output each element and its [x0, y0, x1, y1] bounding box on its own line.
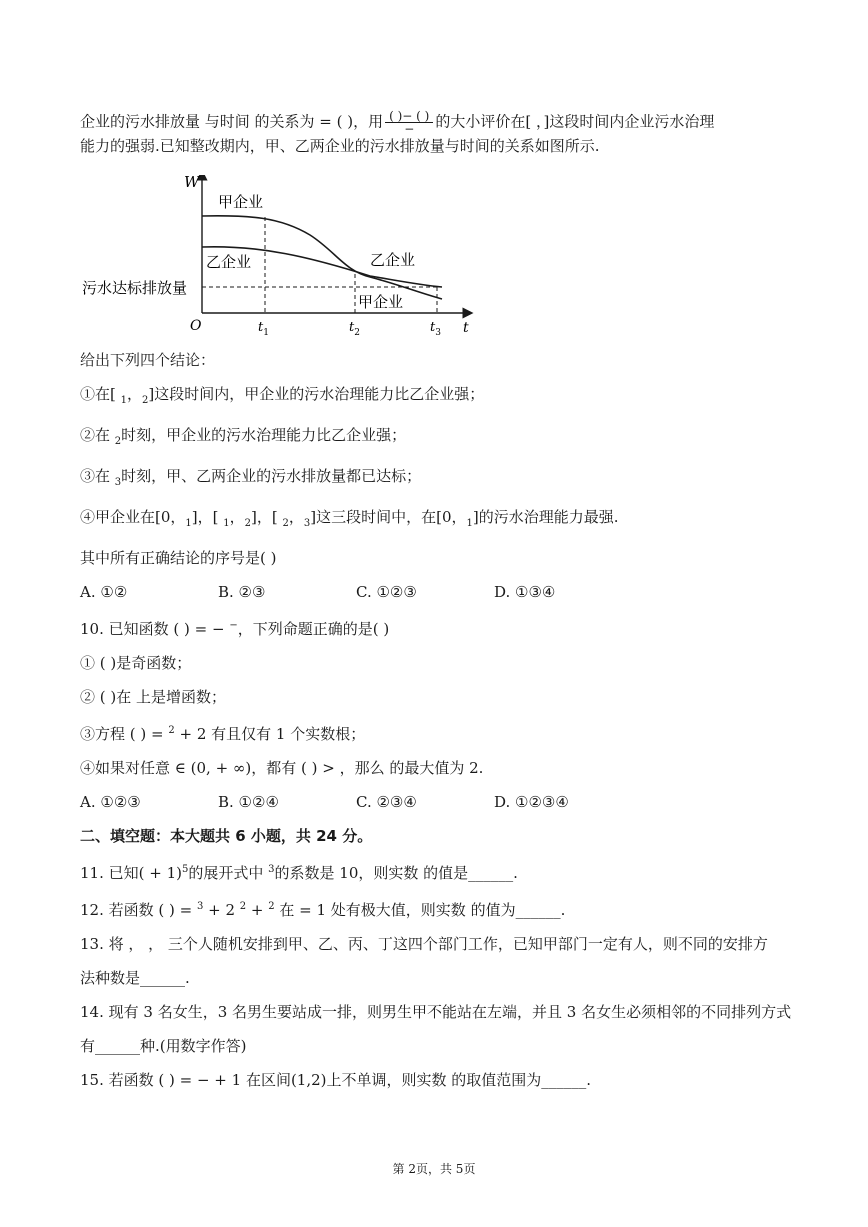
intro-line-2: 能力的强弱.已知整改期内，甲、乙两企业的污水排放量与时间的关系如图所示. [80, 137, 600, 155]
q10-choice-b: B. ①②④ [218, 793, 279, 811]
tick-t3: $t_3$ [430, 320, 441, 335]
q9-choice-b: B. ②③ [218, 583, 266, 601]
q9-conclusion-1: ①在[ $_1$，$_2$]这段时间内，甲企业的污水治理能力比乙企业强； [80, 385, 485, 406]
standard-label: 污水达标排放量 [82, 279, 188, 297]
page-footer: 第 2页，共 5页 [392, 1162, 476, 1176]
q11: 11. 已知( + 1)$^5$的展开式中 $^3$的系数是 10，则实数 的值是______. [80, 864, 518, 882]
x-axis-label: t [463, 320, 469, 335]
q10-statement-2: ② ( )在 上是增函数； [80, 688, 227, 706]
q10-choice-d: D. ①②③④ [494, 793, 569, 811]
q9-choice-a: A. ①② [80, 583, 128, 601]
q10-choice-a: A. ①②③ [80, 793, 141, 811]
q9-ask: 其中所有正确结论的序号是( ) [80, 549, 277, 567]
q10-statement-4: ④如果对任意 ∈ (0, + ∞)，都有 ( ) > ，那么 的最大值为 2. [80, 759, 484, 777]
tick-t1: $t_1$ [258, 320, 269, 335]
q9-choice-c: C. ①②③ [356, 583, 417, 601]
y-axis-label: W [184, 175, 200, 191]
q10-choices [80, 791, 800, 813]
pollution-figure [80, 175, 500, 335]
origin-label: O [190, 318, 202, 334]
q9-conclusion-2: ②在 $_2$时刻，甲企业的污水治理能力比乙企业强； [80, 426, 407, 447]
q9-choice-d: D. ①③④ [494, 583, 556, 601]
q9-conclusion-3: ③在 $_3$时刻，甲、乙两企业的污水排放量都已达标； [80, 467, 422, 488]
q9-conclusion-4: ④甲企业在[0，$_1$]，[ $_1$，$_2$]，[ $_2$，$_3$]这三段时间中，在[0，$_1$]的污水治理能力最强. [80, 508, 619, 529]
q9-lead: 给出下列四个结论： [80, 351, 216, 369]
q10-statement-3: ③方程 ( ) = $^2$ + 2 有且仅有 1 个实数根； [80, 725, 366, 743]
q13-line-2: 法种数是______. [80, 969, 190, 987]
q13-line-1: 13. 将 ， ， 三个人随机安排到甲、乙、丙、丁这四个部门工作，已知甲部门一定有人，则不同的安排方 [80, 935, 768, 953]
intro-line-1: 企业的污水排放量 与时间 的关系为 = ( )，用 $\frac{( )- ( )}{-}$ 的大小评价在[ ，]这段时间内企业污水治理 [80, 109, 715, 136]
fraction: $\frac{( )- ( )}{-}$ [385, 110, 433, 135]
page-content [80, 110, 800, 1091]
q14-line-1: 14. 现有 3 名女生，3 名男生要站成一排，则男生甲不能站在左端，并且 3 名女生必须相邻的不同排列方式 [80, 1003, 792, 1021]
q9-choices [80, 581, 800, 603]
q14-line-2: 有______种.(用数字作答) [80, 1037, 247, 1055]
q15: 15. 若函数 ( ) = − + 1 在区间(1,2)上不单调，则实数 的取值范围为______. [80, 1071, 592, 1089]
label-yi-left: 乙企业 [206, 253, 252, 271]
section-heading-2: 二、填空题：本大题共 6 小题，共 24 分。 [80, 827, 373, 845]
label-jia-bottom: 甲企业 [358, 293, 404, 311]
q10-statement-1: ① ( )是奇函数； [80, 654, 192, 672]
tick-t2: $t_2$ [349, 320, 360, 335]
q10-choice-c: C. ②③④ [356, 793, 417, 811]
q10-stem: 10. 已知函数 ( ) = − −，下列命题正确的是( ) [80, 620, 390, 638]
label-jia-top: 甲企业 [218, 193, 264, 211]
q12: 12. 若函数 ( ) = $^3$ + 2 $^2$ + $^2$ 在 = 1 处有极大值，则实数 的值为______. [80, 901, 566, 919]
label-yi-right: 乙企业 [370, 251, 416, 269]
